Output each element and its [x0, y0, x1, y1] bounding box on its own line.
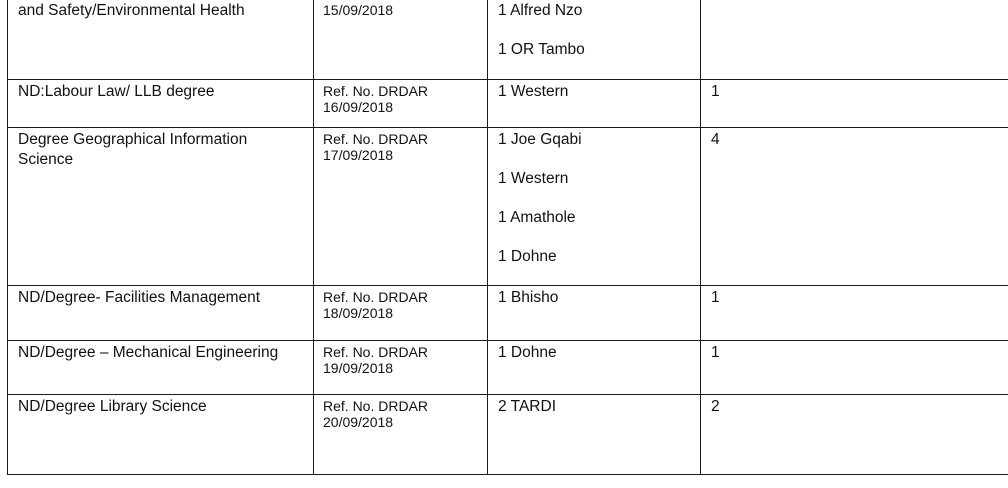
posts-cell: [701, 80, 1008, 128]
qualification-cell: [8, 128, 314, 286]
table-row: [8, 0, 1008, 80]
posts-cell: [701, 395, 1008, 475]
table-row: [8, 286, 1008, 341]
posts-table: [7, 0, 1008, 475]
district-entry: 1 Alfred Nzo: [498, 2, 583, 19]
posts-cell: [701, 128, 1008, 286]
districts-cell: [488, 286, 701, 341]
qualification-text: ND/Degree – Mechanical Engineering: [18, 344, 279, 361]
district-entry: 1 OR Tambo: [498, 41, 585, 58]
posts-count: 4: [711, 131, 720, 148]
posts-cell: [701, 286, 1008, 341]
district-entry: 1 Amathole: [498, 209, 576, 226]
table-row: [8, 80, 1008, 128]
qualification-cell: [8, 80, 314, 128]
reference-cell: [314, 0, 488, 80]
qualification-cell: [8, 0, 314, 80]
qualification-text: ND:Labour Law/ LLB degree: [18, 83, 215, 100]
reference-number: Ref. No. DRDAR: [323, 289, 429, 305]
posts-count: 1: [711, 83, 720, 100]
posts-count: 1: [711, 344, 720, 361]
table-row: [8, 128, 1008, 286]
districts-cell: [488, 0, 701, 80]
qualification-text: ND/Degree Library Science: [18, 398, 207, 415]
qualification-text: and Safety/Environmental Health: [18, 2, 245, 19]
posts-cell: [701, 0, 1008, 80]
reference-cell: [314, 128, 488, 286]
districts-cell: [488, 395, 701, 475]
reference-number: Ref. No. DRDAR: [323, 344, 429, 360]
reference-cell: [314, 286, 488, 341]
reference-date: 19/09/2018: [323, 360, 394, 376]
qualification-text: Degree Geographical Information Science: [18, 131, 248, 168]
qualification-text: ND/Degree- Facilities Management: [18, 289, 261, 306]
qualification-cell: [8, 286, 314, 341]
reference-cell: [314, 80, 488, 128]
district-entry: 1 Dohne: [498, 248, 557, 265]
district-entry: 1 Joe Gqabi: [498, 131, 582, 148]
qualification-cell: [8, 341, 314, 395]
reference-number: Ref. No. DRDAR: [323, 131, 429, 147]
reference-cell: [314, 395, 488, 475]
qualification-cell: [8, 395, 314, 475]
district-entry: 1 Western: [498, 170, 569, 187]
districts-cell: [488, 128, 701, 286]
reference-date: 20/09/2018: [323, 414, 394, 430]
posts-count: [701, 0, 1008, 1]
district-entry: 1 Western: [498, 83, 569, 100]
table-row: [8, 395, 1008, 475]
reference-number: Ref. No. DRDAR: [323, 83, 429, 99]
reference-date: 16/09/2018: [323, 99, 394, 115]
table-row: [8, 341, 1008, 395]
posts-count: 2: [711, 398, 720, 415]
district-entry: 2 TARDI: [498, 398, 556, 415]
reference-date: 17/09/2018: [323, 147, 394, 163]
district-entry: 1 Bhisho: [498, 289, 559, 306]
districts-cell: [488, 80, 701, 128]
reference-date: 15/09/2018: [323, 2, 394, 18]
reference-number: Ref. No. DRDAR: [323, 398, 429, 414]
reference-date: 18/09/2018: [323, 305, 394, 321]
district-entry: 1 Dohne: [498, 344, 557, 361]
posts-cell: [701, 341, 1008, 395]
districts-cell: [488, 341, 701, 395]
posts-count: 1: [711, 289, 720, 306]
reference-cell: [314, 341, 488, 395]
